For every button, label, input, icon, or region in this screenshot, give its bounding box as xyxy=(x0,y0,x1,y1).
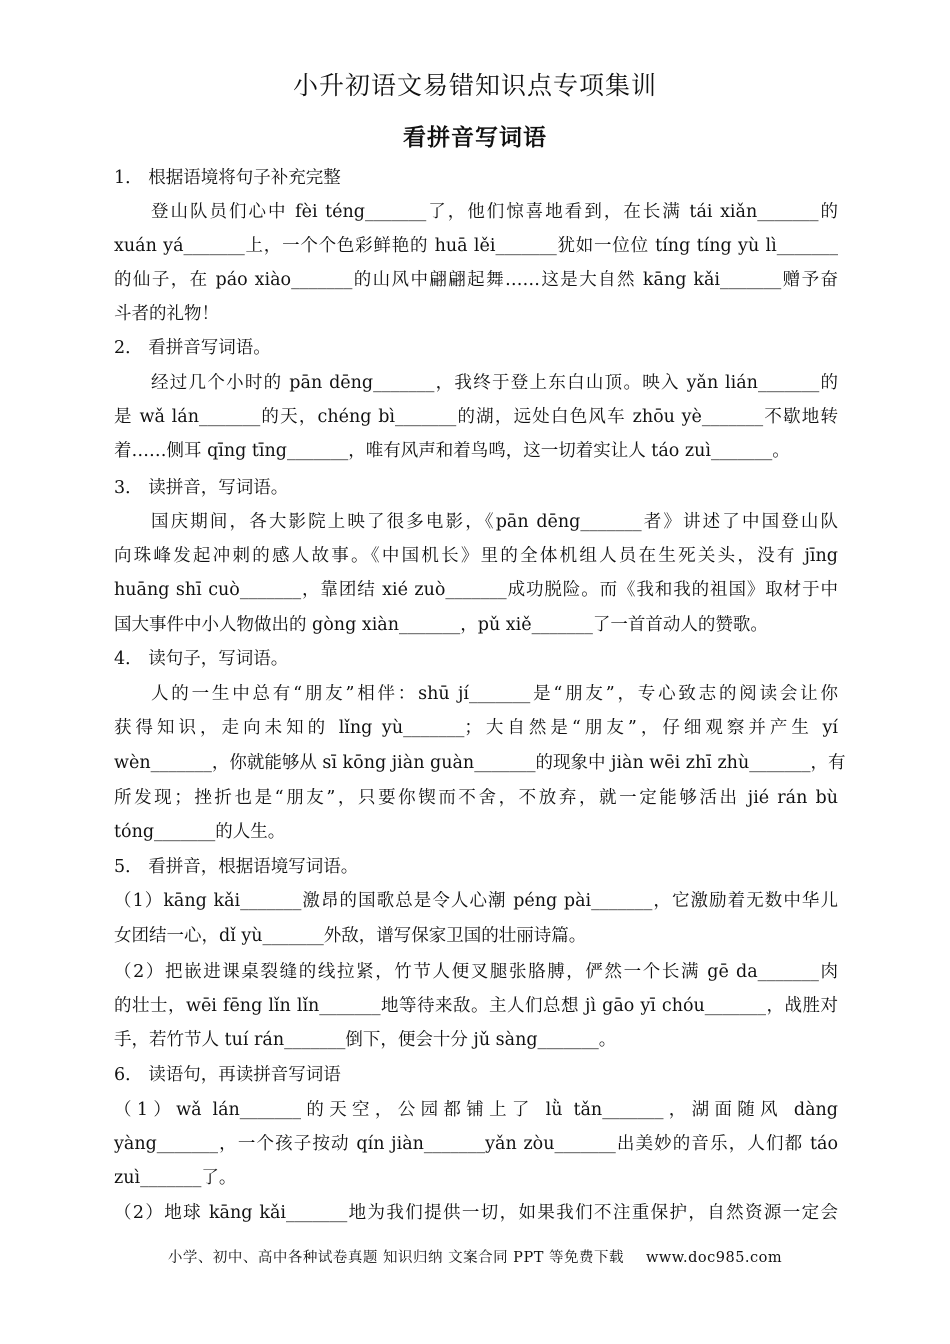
text-line: tóng_______的人生。 xyxy=(114,822,286,842)
question-heading: 2． 看拼音写词语。 xyxy=(114,338,271,358)
text-line: 女团结一心，dǐ yù_______外敌，谱写保家卫国的壮丽诗篇。 xyxy=(114,926,587,946)
question-heading: 3． 读拼音，写词语。 xyxy=(114,478,289,498)
text-line: （2）地球 kāng kǎi_______地为我们提供一切，如果我们不注重保护，自然资源一定会 xyxy=(114,1203,838,1223)
text-line: 登山队员们心中 fèi téng_______了，他们惊喜地看到，在长满 tái xiǎn_______的 xyxy=(151,202,838,222)
text-line: 是 wǎ lán_______的天，chéng bì_______的湖，远处白色风车 zhōu yè_______不歇地转 xyxy=(114,407,838,427)
main-title: 小升初语文易错知识点专项集训 xyxy=(292,71,657,100)
text-line: 国大事件中小人物做出的 gòng xiàn_______，pǔ xiě_______了一首首动人的赞歌。 xyxy=(114,615,768,635)
text-line: 人的一生中总有“朋友”相伴：shū jí_______是“朋友”，专心致志的阅读会让你 xyxy=(151,684,838,704)
text-line: 所发现；挫折也是“朋友”，只要你锲而不舍，不放弃，就一定能够活出 jié rán bù xyxy=(114,788,838,808)
text-line: 着……侧耳 qīng tīng_______，唯有风声和着鸟鸣，这一切着实让人 táo zuì_______。 xyxy=(114,441,790,461)
footer-site-link[interactable]: www.doc985.com xyxy=(645,1250,783,1266)
text-line: yàng_______，一个孩子按动 qín jiàn_______yǎn zòu_______出美妙的音乐，人们都 táo xyxy=(114,1134,838,1154)
text-line: huāng shī cuò_______，靠团结 xié zuò_______成功脱险。而《我和我的祖国》取材于中 xyxy=(114,580,838,600)
text-line: （1）kāng kǎi_______激昂的国歌总是令人心潮 péng pài_______，它激励着无数中华儿 xyxy=(114,891,838,911)
text-line: 获得知识，走向未知的 lǐng yù_______；大自然是“朋友”，仔细观察并产生 yí xyxy=(114,718,838,738)
text-line: 斗者的礼物！ xyxy=(114,304,219,324)
text-line: （2）把嵌进课桌裂缝的线拉紧，竹节人便叉腿张胳膊，俨然一个长满 gē da_______肉 xyxy=(114,962,838,982)
text-line: 向珠峰发起冲刺的感人故事。《中国机长》里的全体机组人员在生死关头，没有 jīng xyxy=(114,546,838,566)
text-line: 手，若竹节人 tuí rán_______倒下，便会十分 jǔ sàng_______。 xyxy=(114,1030,617,1050)
text-line: 国庆期间，各大影院上映了很多电影，《pān dēng_______者》讲述了中国登山队 xyxy=(151,512,838,532)
question-heading: 5． 看拼音，根据语境写词语。 xyxy=(114,857,359,877)
text-line: xuán yá_______上，一个个色彩鲜艳的 huā lěi_______犹如一位位 tíng tíng yù lì_______ xyxy=(114,236,838,256)
question-heading: 4． 读句子，写词语。 xyxy=(114,649,289,669)
text-line: 经过几个小时的 pān dēng_______，我终于登上东白山顶。映入 yǎn lián_______的 xyxy=(151,373,838,393)
footer-text: 小学、初中、高中各种试卷真题 知识归纳 文案合同 PPT 等免费下载 xyxy=(167,1250,624,1266)
sub-title: 看拼音写词语 xyxy=(403,125,547,151)
text-line: 的壮士，wēi fēng lǐn lǐn_______地等待来敌。主人们总想 jì gāo yī chóu_______，战胜对 xyxy=(114,996,838,1016)
text-line: zuì_______了。 xyxy=(114,1168,237,1188)
text-line: wèn_______，你就能够从 sī kōng jiàn guàn_______的现象中 jiàn wēi zhī zhù_______，有 xyxy=(114,753,846,773)
question-heading: 6． 读语句，再读拼音写词语 xyxy=(114,1065,341,1085)
page-footer xyxy=(0,1246,950,1267)
text-line: （1）wǎ lán_______的天空，公园都铺上了 lǜ tǎn_______，湖面随风 dàng xyxy=(114,1100,838,1120)
text-line: 的仙子，在 páo xiào_______的山风中翩翩起舞……这是大自然 kāng kǎi_______赠予奋 xyxy=(114,270,838,290)
question-heading: 1． 根据语境将句子补充完整 xyxy=(114,168,341,188)
